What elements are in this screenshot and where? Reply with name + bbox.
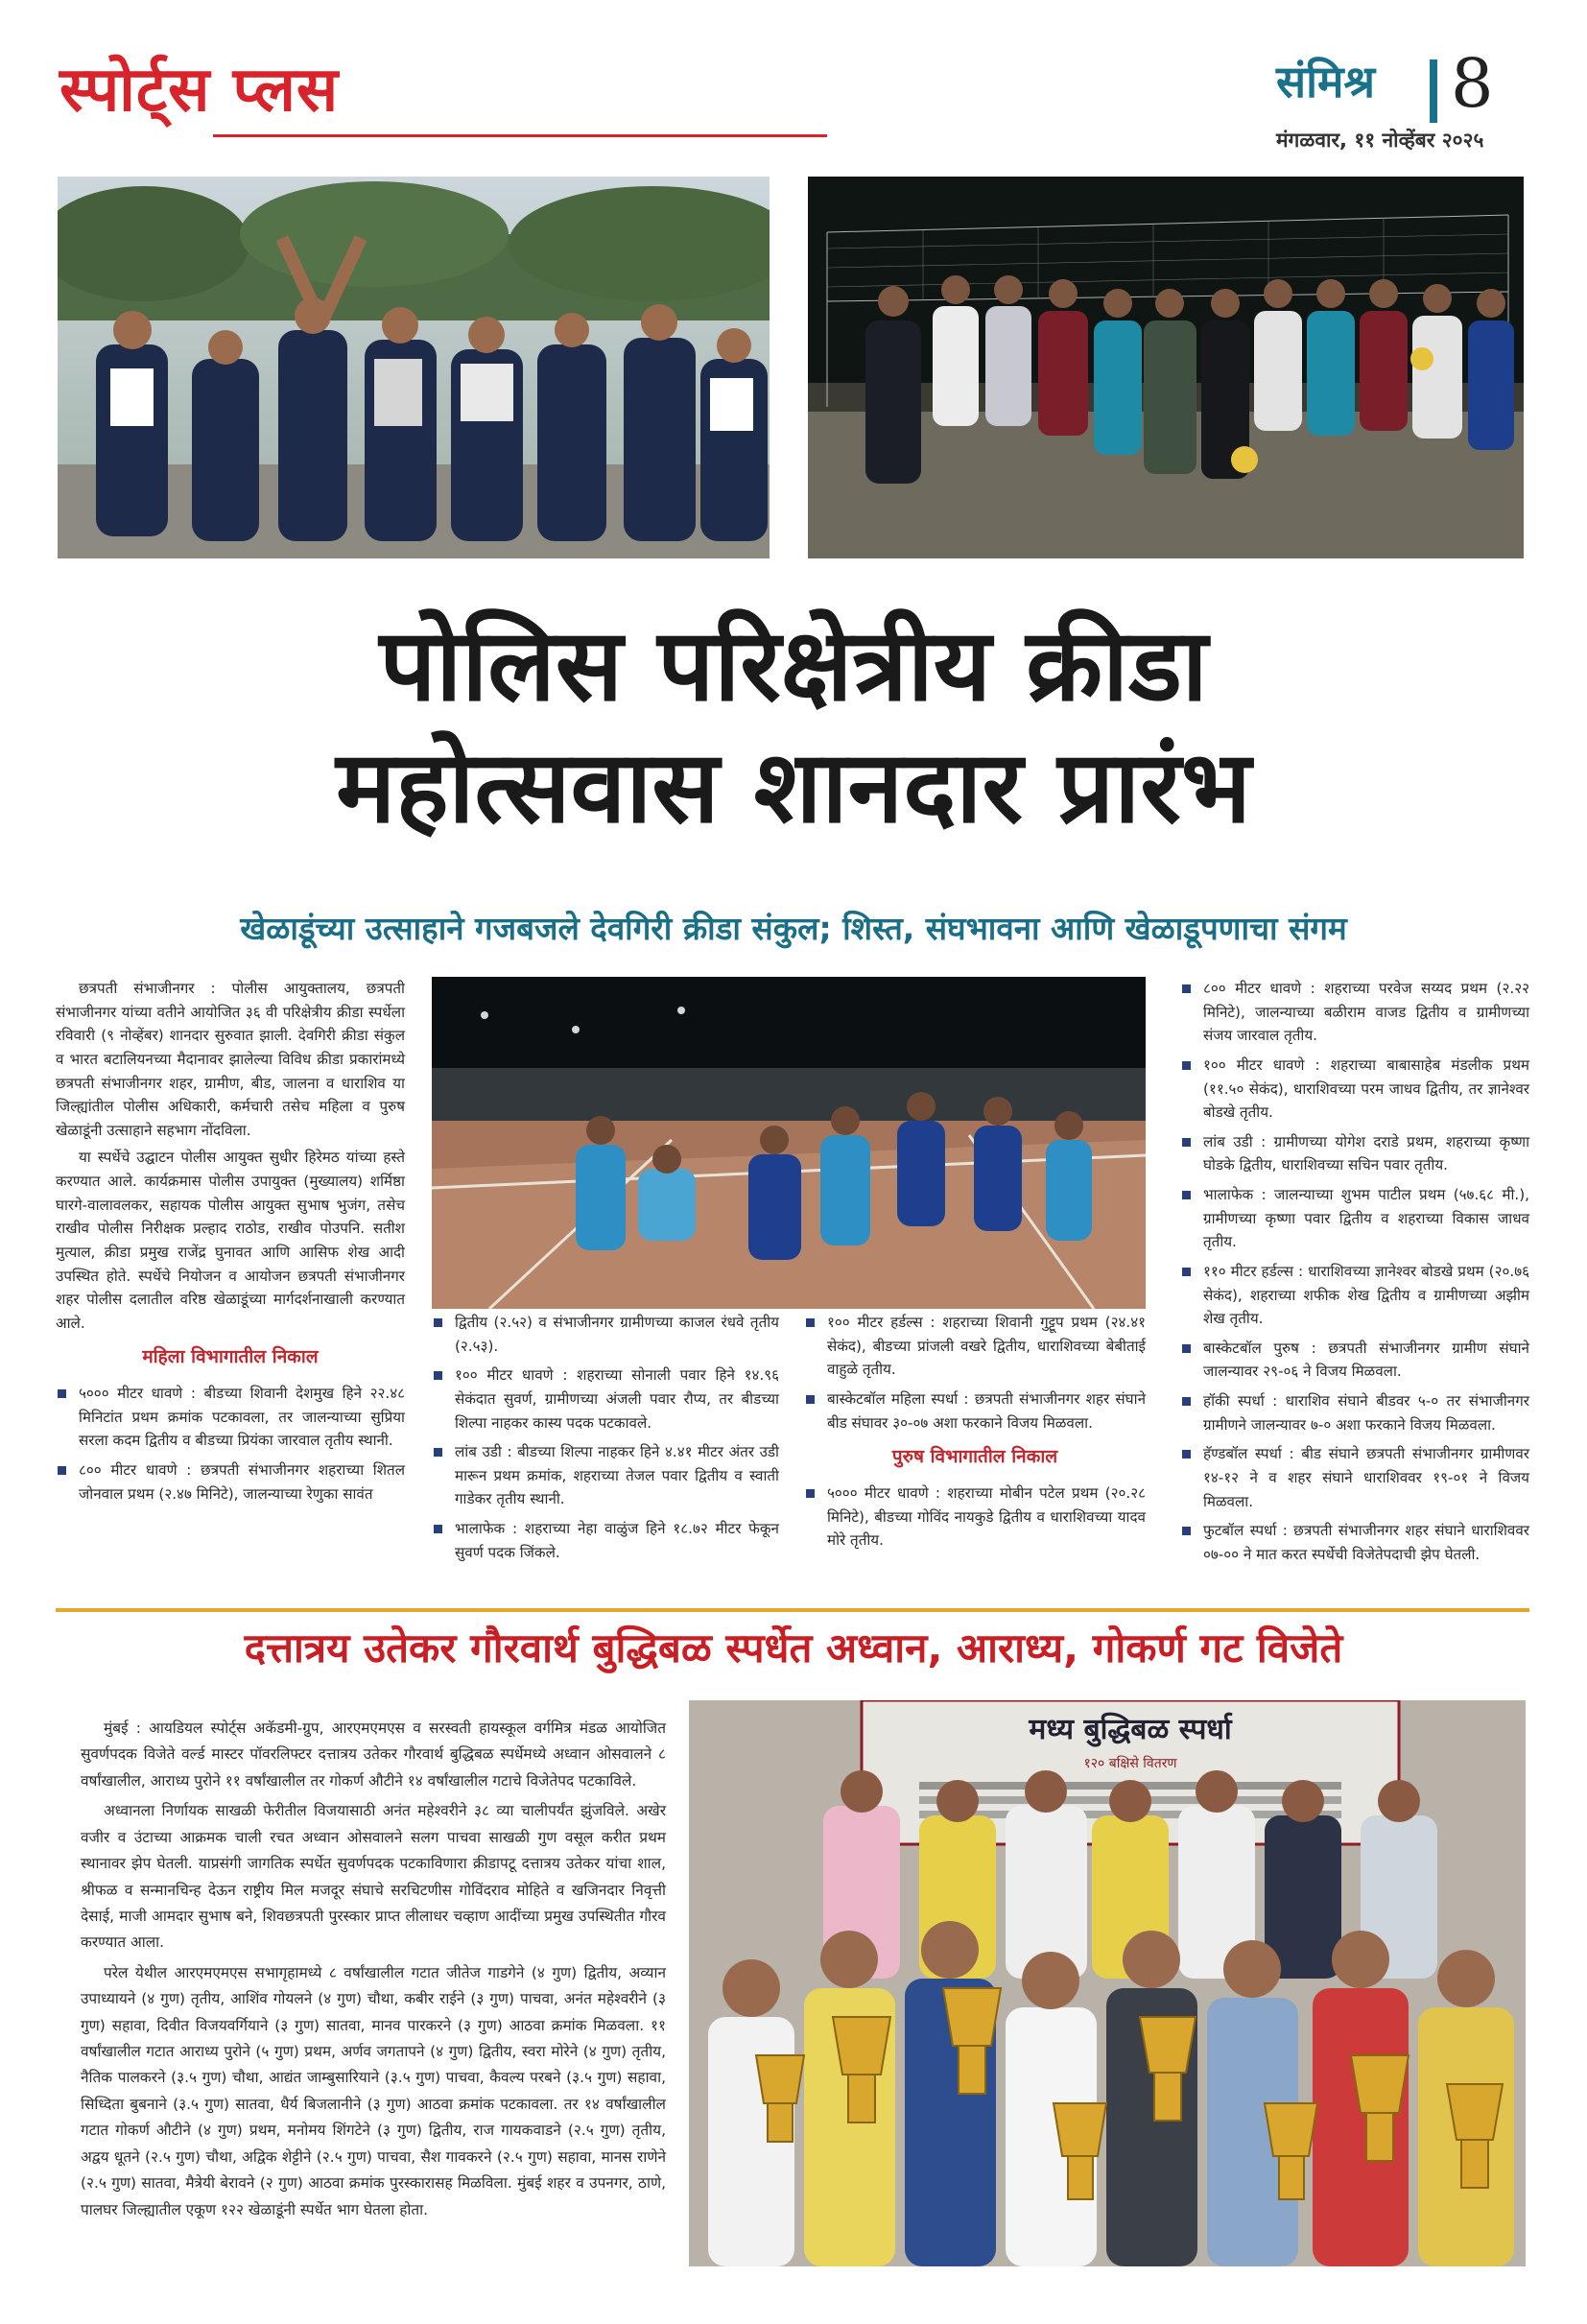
page-number: 8 bbox=[1451, 44, 1494, 123]
masthead-title: स्पोर्ट्स प्लस bbox=[59, 55, 340, 126]
main-headline bbox=[38, 605, 1549, 848]
story2-paragraph: अध्वानला निर्णायक साखळी फेरीतील विजयासाठी अनंत महेश्वरीने ३८ व्या चालीपर्यंत झुंजविले. अखेर वजीर व उंटाच्या आक्रमक चाली रचत अध्वान ओसवालने सलग पाचवा साखळी गुण वसूल करीत प्रथम स्थानावर झेप घेतली. याप्रसंगी जागतिक स्पर्धेत सुवर्णपदक पटकाविणारा क्रीडापटू दत्तात्रय उतेकर यांचा शाल, श्रीफळ व सन्मानचिन्ह देऊन राष्ट्रीय मिल मजदूर संघाचे सरचिटणीस गोविंदराव मोहिते व खजिनदार निवृत्ती देसाई, माजी आमदार सुभाष बने, शिवछत्रपती पुरस्कार प्राप्त लीलाधर चव्हाण आदींच्या प्रमुख उपस्थितीत गौरव करण्यात आला. bbox=[81, 1802, 666, 1952]
result-item: १०० मीटर धावणे : शहराच्या सोनाली पवार हिने १४.९६ सेकंदात सुवर्ण, ग्रामीणच्या अंजली पवार रौप्य, तर बीडच्या शिल्पा नाहकर कास्य पदक पटकावले. bbox=[432, 1364, 779, 1435]
photo-volleyball-team bbox=[808, 177, 1524, 558]
result-item: हॉकी स्पर्धा : धाराशिव संघाने बीडवर ५-० तर संभाजीनगर ग्रामीणने जालन्यावर ७-० अशा फरकाने विजय मिळवला. bbox=[1180, 1389, 1529, 1436]
result-item: बास्केटबॉल महिला स्पर्धा : छत्रपती संभाजीनगर शहर संघाने बीड संघावर ३०-०७ अशा फरकाने विजय मिळवला. bbox=[804, 1387, 1146, 1435]
story1-column-4 bbox=[1180, 977, 1529, 1572]
headline-line-1: पोलिस परिक्षेत्रीय क्रीडा bbox=[379, 606, 1208, 723]
svg-text:१२० बक्षिसे वितरण bbox=[1083, 1755, 1177, 1771]
story2-headline: दत्तात्रय उतेकर गौरवार्थ बुद्धिबळ स्पर्धेत अध्वान, आराध्य, गोकर्ण गट विजेते bbox=[244, 1624, 1343, 1672]
masthead-rule bbox=[213, 134, 827, 137]
result-item: ११० मीटर हर्डल्स : धाराशिवच्या ज्ञानेश्वर बोडखे प्रथम (२०.७६ सेकंद), शहराच्या शफीक शेख द्वितीय व ग्रामीणच्या अझीम शेख तृतीय. bbox=[1180, 1260, 1529, 1331]
result-item: लांब उडी : बीडच्या शिल्पा नाहकर हिने ४.४१ मीटर अंतर उडी मारून प्रथम क्रमांक, शहराच्या तेजल पवार द्वितीय व स्वाती गाडेकर तृतीय स्थानी. bbox=[432, 1440, 779, 1511]
dateline: मंगळवार, ११ नोव्हेंबर २०२५ bbox=[1276, 129, 1484, 152]
result-item: हॅण्डबॉल स्पर्धा : बीड संघाने छत्रपती संभाजीनगर ग्रामीणवर १४-१२ ने व शहर संघाने धाराशिववर १९-०१ ने विजय मिळवला. bbox=[1180, 1442, 1529, 1513]
story1-paragraph: या स्पर्धेचे उद्घाटन पोलीस आयुक्त सुधीर हिरेमठ यांच्या हस्ते करण्यात आले. कार्यक्रमास पोलीस उपायुक्त (मुख्यालय) शर्मिष्ठा घारगे-वालावलकर, सहायक पोलीस आयुक्त सुभाष भुजंग, तसेच राखीव पोलीस निरीक्षक प्रल्हाद राठोड, राखीव पोउपनि. सतीश मुत्याल, क्रीडा प्रमुख राजेंद्र घुनावत आणि आसिफ शेख आदी उपस्थित होते. स्पर्धेचे नियोजन व आयोजन छत्रपती संभाजीनगर शहर पोलीस दलातील वरिष्ठ खेळाडूंच्या मार्गदर्शनाखाली करण्यात आले. bbox=[56, 1149, 405, 1332]
story1-column-1 bbox=[56, 977, 405, 1511]
result-item: १०० मीटर हर्डल्स : शहराच्या शिवानी गुट्टूप प्रथम (२४.४१ सेकंद), बीडच्या प्रांजली वखरे द्वितीय, धाराशिवच्या बेबीताई वाहुळे तृतीय. bbox=[804, 1311, 1146, 1382]
result-item: ८०० मीटर धावणे : छत्रपती संभाजीनगर शहराच्या शितल जोनवाल प्रथम (२.४७ मिनिटे), जालन्याच्या रेणुका सावंत bbox=[56, 1458, 405, 1506]
section-divider-bar bbox=[1430, 59, 1437, 123]
men-results-heading: पुरुष विभागातील निकाल bbox=[891, 1446, 1058, 1468]
result-item: १०० मीटर धावणे : शहराच्या बाबासाहेब मंडलीक प्रथम (११.५० सेकंद), धाराशिवच्या परम जाधव द्वितीय, तर ज्ञानेश्वर बोडखे तृतीय. bbox=[1180, 1054, 1529, 1125]
headline-line-2: महोत्सवास शानदार प्रारंभ bbox=[336, 727, 1251, 845]
result-item: लांब उडी : ग्रामीणच्या योगेश दराडे प्रथम, शहराच्या कृष्णा घोडके द्वितीय, धाराशिवच्या सचिन पवार तृतीय. bbox=[1180, 1130, 1529, 1177]
section-divider bbox=[56, 1608, 1529, 1612]
result-item: द्वितीय (२.५२) व संभाजीनगर ग्रामीणच्या काजल रंधवे तृतीय (२.५३). bbox=[432, 1311, 779, 1358]
section-name: संमिश्र bbox=[1276, 56, 1376, 107]
story2-paragraph: परेल येथील आरएमएमएस सभागृहामध्ये ८ वर्षांखालील गटात जीतेज गाडगेने (४ गुण) द्वितीय, अव्यान उपाध्यायने (४ गुण) तृतीय, आशिंव गोयलने (४ गुण) चौथा, कबीर राईने (३ गुण) पाचवा, अनंत महेश्वरीने (३ गुण) सहावा, दिवीत विजयवर्गियाने (३ गुण) सातवा, मानव पारकरने (३ गुण) आठवा क्रमांक मिळवला. ११ वर्षांखालील गटात आराध्य पुरोने (५ गुण) प्रथम, अर्णव जगतापने (४ गुण) द्वितीय, स्वरा मोरेने (४ गुण) तृतीय, नैतिक पालकरने (३.५ गुण) चौथा, आद्यंत जाम्बुसारियाने (३.५ गुण) पाचवा, कैवल्य परबने (३.५ गुण) सहावा, सिध्दिता बुबनाने (३.५ गुण) सातवा, धैर्य बिजलानीने (३ गुण) आठवा क्रमांक पटकावला. तर १४ वर्षांखालील गटात गोकर्ण औटीने (४ गुण) प्रथम, मनोमय शिंगटेने (३ गुण) द्वितीय, राज गायकवाडने (२.५ गुण) तृतीय, अद्वय धूतने (२.५ गुण) चौथा, अद्विक शेट्टीने (२.५ गुण) पाचवा, सैश गावकरने (२.५ गुण) सहावा, मानस राणेने (२.५ गुण) सातवा, मैत्रेयी बेरावने (२ गुण) आठवा क्रमांक पुरस्कारासह मिळविला. मुंबई शहर व उपनगर, ठाणे, पालघर जिल्ह्यातील एकूण १२२ खेळाडूंनी स्पर्धेत भाग घेतला होता. bbox=[81, 1963, 666, 2218]
chess-banner-title: मध्य बुद्धिबळ स्पर्धा bbox=[1029, 1713, 1232, 1746]
photo-chess-winners bbox=[689, 1700, 1526, 2266]
result-item: भालाफेक : जालन्याच्या शुभम पाटील प्रथम (५७.६८ मी.), ग्रामीणच्या कृष्णा पवार द्वितीय व शहराच्या विकास जाधव तृतीय. bbox=[1180, 1183, 1529, 1254]
result-item: ८०० मीटर धावणे : शहराच्या परवेज सय्यद प्रथम (२.२२ मिनिटे), जालन्याच्या बळीराम वाजड द्वितीय व ग्रामीणच्या संजय जारवाल तृतीय. bbox=[1180, 977, 1529, 1048]
result-item: ५००० मीटर धावणे : बीडच्या शिवानी देशमुख हिने २२.४८ मिनिटांत प्रथम क्रमांक पटकावला, तर जालन्याच्या सुप्रिया सरला कदम द्वितीय व बीडच्या प्रियंका जारवाल तृतीय स्थानी. bbox=[56, 1382, 405, 1453]
subheadline: खेळाडूंच्या उत्साहाने गजबजले देवगिरी क्रीडा संकुल; शिस्त, संघभावना आणि खेळाडूपणाचा संगम bbox=[240, 910, 1347, 947]
result-item: भालाफेक : शहराच्या नेहा वाळुंज हिने १८.७२ मीटर फेकून सुवर्ण पदक जिंकले. bbox=[432, 1517, 779, 1564]
result-item: बास्केटबॉल पुरुष : छत्रपती संभाजीनगर ग्रामीण संघाने जालन्यावर २९-०६ ने विजय मिळवला. bbox=[1180, 1337, 1529, 1384]
photo-kabaddi-match bbox=[432, 977, 1146, 1309]
story2-paragraph: मुंबई : आयडियल स्पोर्ट्स अकॅडमी-ग्रुप, आरएमएमएस व सरस्वती हायस्कूल वर्गमित्र मंडळ आयोजित सुवर्णपदक विजेते वर्ल्ड मास्टर पॉवरलिफ्टर दत्तात्रय उतेकर गौरवार्थ बुद्धिबळ स्पर्धेमध्ये अध्वान ओसवालने ८ वर्षांखालील, आराध्य पुरोने ११ वर्षांखालील तर गोकर्ण औटीने १४ वर्षांखालील गटाचे विजेतेपद पटकाविले. bbox=[81, 1719, 666, 1790]
svg-text:मध्य बुद्धिबळ स्पर्धा bbox=[1028, 1712, 1232, 1747]
result-item: ५००० मीटर धावणे : शहराच्या मोबीन पटेल प्रथम (२०.२८ मिनिटे), बीडच्या गोविंद नायकुडे द्वितीय व धाराशिवच्या यादव मोरे तृतीय. bbox=[804, 1482, 1146, 1553]
story1-paragraph: छत्रपती संभाजीनगर : पोलीस आयुक्तालय, छत्रपती संभाजीनगर यांच्या वतीने आयोजित ३६ वी परिक्षेत्रीय क्रीडा स्पर्धेला रविवारी (९ नोव्हेंबर) शानदार सुरुवात झाली. देवगिरी क्रीडा संकुल व भारत बटालियनच्या मैदानावर झालेल्या विविध क्रीडा प्रकारांमध्ये छत्रपती संभाजीनगर शहर, ग्रामीण, बीड, जालना व धाराशिव या जिल्ह्यांतील पोलीस अधिकारी, कर्मचारी तसेच महिला व पुरुष खेळाडूंनी उत्साहाने सहभाग नोंदविला. bbox=[56, 980, 405, 1139]
story2-body bbox=[81, 1716, 666, 2227]
chess-banner-subtitle: १२० बक्षिसे वितरण bbox=[1083, 1756, 1177, 1771]
story1-column-3 bbox=[804, 1311, 1146, 1558]
women-results-heading: महिला विभागातील निकाल bbox=[142, 1346, 319, 1368]
photo-women-athletes bbox=[58, 177, 770, 558]
story1-column-2 bbox=[432, 1311, 779, 1570]
result-item: फुटबॉल स्पर्धा : छत्रपती संभाजीनगर शहर संघाने धाराशिववर ०७-०० ने मात करत स्पर्धेची विजेतेपदाची झेप घेतली. bbox=[1180, 1519, 1529, 1566]
